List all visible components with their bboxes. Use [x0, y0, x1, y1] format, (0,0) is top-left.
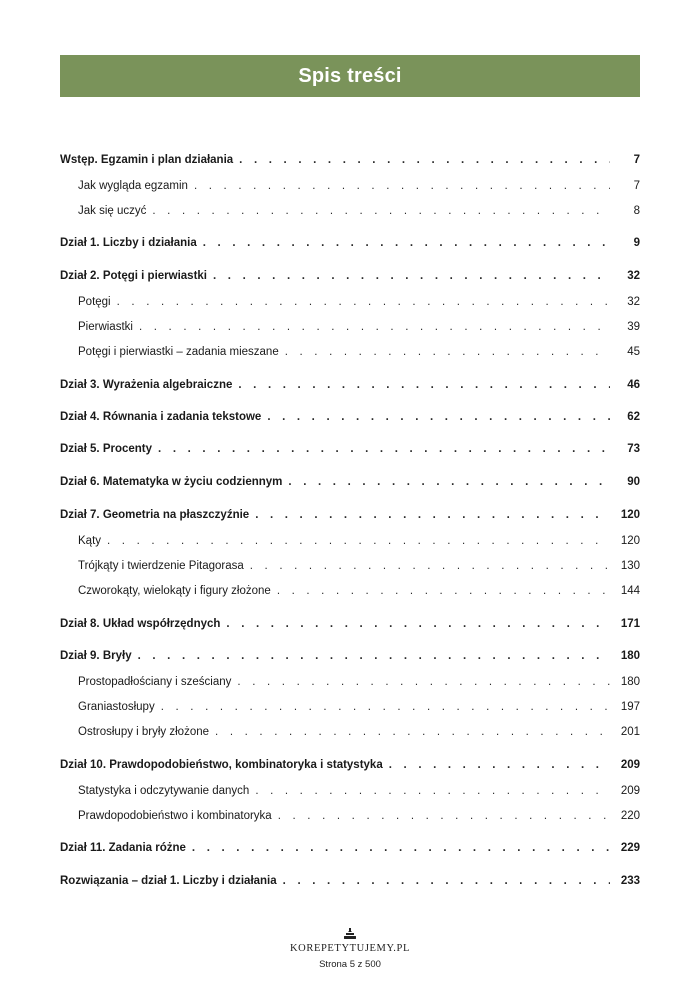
toc-entry-page: 32	[627, 296, 640, 308]
toc-entry-page: 8	[633, 205, 640, 217]
toc-entry-label: Dział 7. Geometria na płaszczyźnie	[60, 509, 250, 521]
dot-leader	[277, 583, 610, 599]
toc-entry-page: 39	[627, 321, 640, 333]
toc-entry-label: Dział 4. Równania i zadania tekstowe	[60, 411, 262, 423]
toc-entry[interactable]	[60, 873, 640, 889]
toc-entry-page: 62	[627, 411, 640, 423]
dot-leader	[226, 616, 610, 632]
toc-entry[interactable]	[60, 268, 640, 284]
dot-leader	[117, 294, 610, 310]
dot-leader	[107, 533, 610, 549]
toc-entry-page: 209	[620, 785, 640, 797]
toc-entry-page: 130	[620, 560, 640, 572]
toc-subentry[interactable]	[78, 178, 640, 194]
toc-entry-label: Dział 5. Procenty	[60, 443, 153, 455]
dot-leader	[285, 344, 610, 360]
toc-entry-label: Dział 3. Wyrażenia algebraiczne	[60, 379, 233, 391]
toc-subentry[interactable]	[78, 203, 640, 219]
toc-entry-label: Ostrosłupy i bryły złożone	[78, 726, 210, 738]
toc-entry-label: Jak się uczyć	[78, 205, 147, 217]
toc-entry-page: 120	[620, 509, 640, 521]
toc-subentry[interactable]	[78, 344, 640, 360]
dot-leader	[278, 808, 610, 824]
toc-entry-label: Graniastosłupy	[78, 701, 155, 713]
toc-entry-label: Potęgi	[78, 296, 111, 308]
dot-leader	[152, 203, 610, 219]
toc-entry-label: Rozwiązania – dział 1. Liczby i działania	[60, 875, 277, 887]
page-number: Strona 5 z 500	[319, 959, 381, 970]
toc-entry-page: 45	[627, 346, 640, 358]
toc-entry-page: 7	[633, 180, 640, 192]
toc-entry[interactable]	[60, 441, 640, 457]
toc-entry-page: 144	[620, 585, 640, 597]
toc-entry-label: Dział 2. Potęgi i pierwiastki	[60, 270, 207, 282]
toc-entry[interactable]	[60, 757, 640, 773]
toc-entry[interactable]	[60, 507, 640, 523]
toc-subentry[interactable]	[78, 783, 640, 799]
toc-entry-label: Dział 6. Matematyka w życiu codziennym	[60, 476, 283, 488]
dot-leader	[215, 724, 610, 740]
toc-entry-label: Kąty	[78, 535, 102, 547]
dot-leader	[239, 152, 610, 168]
toc-entry[interactable]	[60, 648, 640, 664]
toc-entry-page: 220	[620, 810, 640, 822]
toc-entry-page: 209	[620, 759, 640, 771]
dot-leader	[288, 474, 610, 490]
toc-entry[interactable]	[60, 409, 640, 425]
dot-leader	[158, 441, 610, 457]
dot-leader	[283, 873, 610, 889]
toc-entry-page: 171	[620, 618, 640, 630]
brand-name: KOREPETYTUJEMY.PL	[290, 943, 410, 954]
toc-subentry[interactable]	[78, 583, 640, 599]
toc-subentry[interactable]	[78, 724, 640, 740]
toc-entry-label: Prawdopodobieństwo i kombinatoryka	[78, 810, 272, 822]
toc-subentry[interactable]	[78, 699, 640, 715]
dot-leader	[389, 757, 610, 773]
toc-entry[interactable]	[60, 616, 640, 632]
dot-leader	[203, 235, 610, 251]
toc-entry-page: 7	[633, 154, 640, 166]
dot-leader	[237, 674, 610, 690]
toc-entry-label: Dział 9. Bryły	[60, 650, 132, 662]
toc-entry-label: Dział 11. Zadania różne	[60, 842, 186, 854]
toc-subentry[interactable]	[78, 294, 640, 310]
toc-entry[interactable]	[60, 152, 640, 168]
toc-entry-label: Jak wygląda egzamin	[78, 180, 188, 192]
dot-leader	[138, 648, 610, 664]
dot-leader	[267, 409, 610, 425]
toc-entry-label: Czworokąty, wielokąty i figury złożone	[78, 585, 271, 597]
toc-entry-label: Statystyka i odczytywanie danych	[78, 785, 250, 797]
toc-entry-page: 233	[620, 875, 640, 887]
toc-entry[interactable]	[60, 377, 640, 393]
toc-entry-label: Dział 8. Układ współrzędnych	[60, 618, 221, 630]
toc-entry-page: 180	[620, 676, 640, 688]
toc-entry-page: 229	[620, 842, 640, 854]
toc-entry-page: 9	[633, 237, 640, 249]
toc-entry-label: Wstęp. Egzamin i plan działania	[60, 154, 234, 166]
dot-leader	[194, 178, 610, 194]
page-title: Spis treści	[298, 64, 402, 87]
toc-entry-label: Potęgi i pierwiastki – zadania mieszane	[78, 346, 279, 358]
toc-entry-page: 201	[620, 726, 640, 738]
dot-leader	[238, 377, 610, 393]
dot-leader	[255, 507, 610, 523]
dot-leader	[139, 319, 610, 335]
toc-subentry[interactable]	[78, 319, 640, 335]
dot-leader	[255, 783, 610, 799]
toc-entry-page: 32	[627, 270, 640, 282]
toc-entry-label: Dział 1. Liczby i działania	[60, 237, 197, 249]
toc-entry-page: 90	[627, 476, 640, 488]
dot-leader	[161, 699, 610, 715]
toc-subentry[interactable]	[78, 674, 640, 690]
toc-entry-label: Dział 10. Prawdopodobieństwo, kombinatoryka i statystyka	[60, 759, 383, 771]
toc-entry[interactable]	[60, 235, 640, 251]
graduation-lamp-icon	[343, 928, 357, 940]
dot-leader	[250, 558, 610, 574]
toc-subentry[interactable]	[78, 558, 640, 574]
toc-entry-page: 46	[627, 379, 640, 391]
toc-entry-page: 73	[627, 443, 640, 455]
toc-entry-page: 120	[620, 535, 640, 547]
toc-subentry[interactable]	[78, 808, 640, 824]
toc-entry-label: Pierwiastki	[78, 321, 133, 333]
toc-subentry[interactable]	[78, 533, 640, 549]
toc-entry-label: Trójkąty i twierdzenie Pitagorasa	[78, 560, 244, 572]
toc-entry[interactable]	[60, 840, 640, 856]
toc-title-bar	[60, 55, 640, 97]
toc-entry-page: 180	[620, 650, 640, 662]
toc-entry-page: 197	[620, 701, 640, 713]
toc-entry-label: Prostopadłościany i sześciany	[78, 676, 232, 688]
page-footer	[0, 928, 700, 970]
toc-entry[interactable]	[60, 474, 640, 490]
dot-leader	[192, 840, 610, 856]
dot-leader	[213, 268, 610, 284]
